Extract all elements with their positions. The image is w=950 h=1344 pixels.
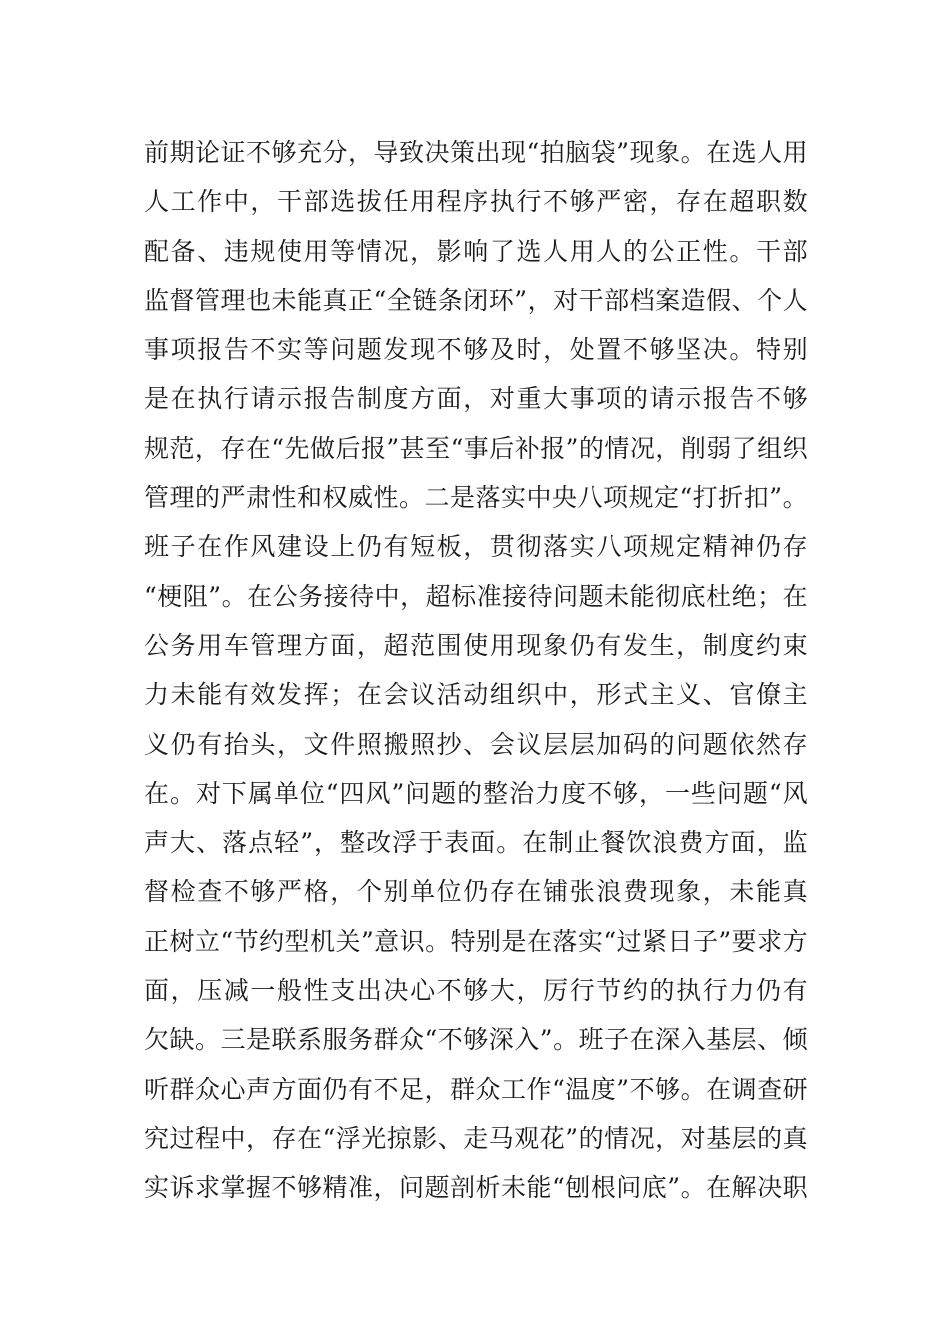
text-line: 究过程中，存在“浮光掠影、走马观花”的情况，对基层的真: [144, 1123, 808, 1153]
body-paragraph: [144, 128, 808, 1213]
text-line: 欠缺。三是联系服务群众“不够深入”。班子在深入基层、倾: [144, 1025, 808, 1055]
text-line: 事项报告不实等问题发现不够及时，处置不够坚决。特别: [144, 335, 808, 365]
text-line: 管理的严肃性和权威性。二是落实中央八项规定“打折扣”。: [144, 483, 808, 513]
text-line: 力未能有效发挥；在会议活动组织中，形式主义、官僚主: [144, 680, 808, 710]
text-line: “梗阻”。在公务接待中，超标准接待问题未能彻底杜绝；在: [144, 581, 808, 611]
text-line: 实诉求掌握不够精准，问题剖析未能“刨根问底”。在解决职: [144, 1173, 808, 1203]
text-line: 人工作中，干部选拔任用程序执行不够严密，存在超职数: [144, 187, 808, 217]
text-line: 前期论证不够充分，导致决策出现“拍脑袋”现象。在选人用: [144, 138, 808, 167]
text-line: 是在执行请示报告制度方面，对重大事项的请示报告不够: [144, 384, 808, 414]
text-line: 班子在作风建设上仍有短板，贯彻落实八项规定精神仍存: [144, 532, 808, 562]
text-line: 规范，存在“先做后报”甚至“事后补报”的情况，削弱了组织: [144, 433, 808, 463]
text-line: 声大、落点轻”，整改浮于表面。在制止餐饮浪费方面，监: [144, 828, 808, 858]
text-line: 义仍有抬头，文件照搬照抄、会议层层加码的问题依然存: [144, 729, 808, 759]
text-line: 听群众心声方面仍有不足，群众工作“温度”不够。在调查研: [144, 1074, 808, 1104]
text-line: 在。对下属单位“四风”问题的整治力度不够，一些问题“风: [144, 778, 808, 808]
text-line: 公务用车管理方面，超范围使用现象仍有发生，制度约束: [144, 630, 808, 660]
text-line: 督检查不够严格，个别单位仍存在铺张浪费现象，未能真: [144, 877, 808, 907]
text-line: 监督管理也未能真正“全链条闭环”，对干部档案造假、个人: [144, 285, 808, 315]
text-line: 配备、违规使用等情况，影响了选人用人的公正性。干部: [144, 236, 808, 266]
text-line: 正树立“节约型机关”意识。特别是在落实“过紧日子”要求方: [144, 926, 808, 956]
text-line: 面，压减一般性支出决心不够大，厉行节约的执行力仍有: [144, 976, 808, 1006]
